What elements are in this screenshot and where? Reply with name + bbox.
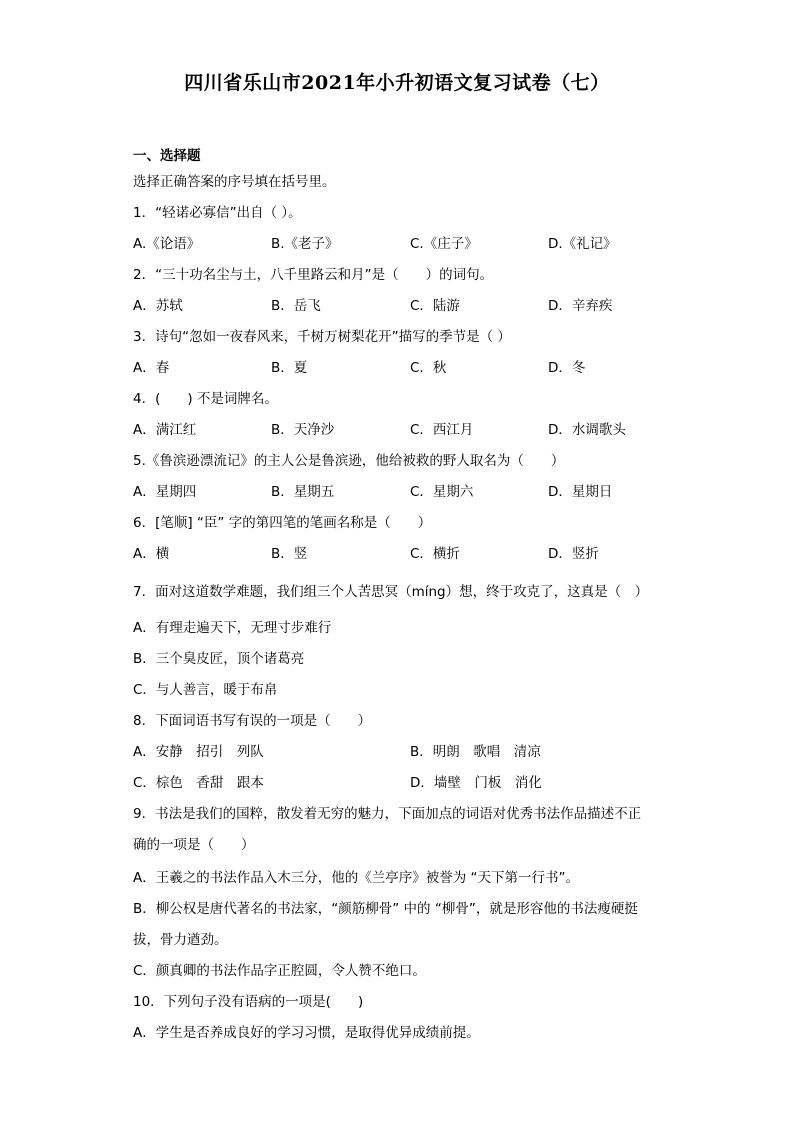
question-5-option-d: D．星期日	[548, 484, 613, 500]
question-3-option-a: A．春	[133, 360, 170, 376]
question-9-stem-line2: 确的一项是（ ）	[133, 837, 255, 853]
question-3-stem: 3．诗句“忽如一夜春风来，千树万树梨花开”描写的季节是（ ）	[133, 329, 511, 345]
question-2-option-b: B．岳飞	[271, 298, 321, 314]
question-8-option-d: D．墙壁 门板 消化	[410, 775, 542, 791]
question-2-stem: 2．“三十功名尘与土，八千里路云和月”是（ ）的词句。	[133, 267, 494, 283]
question-5-option-b: B．星期五	[271, 484, 335, 500]
question-7-option-c: C．与人善言，暖于布帛	[133, 682, 278, 698]
question-10-option-a: A．学生是否养成良好的学习习惯，是取得优异成绩前提。	[133, 1025, 480, 1041]
question-2-option-d: D．辛弃疾	[548, 298, 613, 314]
question-7-stem: 7．面对这道数学难题，我们组三个人苦思冥（míng）想，终于攻克了，这真是（ ）	[133, 584, 649, 600]
question-4-option-c: C．西江月	[410, 422, 474, 438]
question-9-option-a: A．王羲之的书法作品入木三分，他的《兰亭序》被誉为 “天下第一行书”。	[133, 870, 580, 886]
page-title: 四川省乐山市2021年小升初语文复习试卷（七）	[184, 72, 610, 94]
question-1-option-a: A.《论语》	[133, 236, 201, 252]
question-7-option-a: A．有理走遍天下，无理寸步难行	[133, 620, 332, 636]
question-1-option-c: C.《庄子》	[410, 236, 478, 252]
question-4-option-a: A．满江红	[133, 422, 197, 438]
question-1-stem: 1．“轻诺必寡信”出自（ ）。	[133, 205, 302, 221]
question-3-option-c: C．秋	[410, 360, 447, 376]
question-6-stem: 6．[笔顺] “臣” 字的第四笔的笔画名称是（ ）	[133, 515, 432, 531]
question-8-option-b: B．明朗 歌唱 清凉	[410, 744, 541, 760]
question-8-option-c: C．棕色 香甜 跟本	[133, 775, 264, 791]
question-3-option-b: B．夏	[271, 360, 308, 376]
question-6-option-c: C．横折	[410, 546, 460, 562]
question-7-option-b: B．三个臭皮匠，顶个诸葛亮	[133, 651, 305, 667]
question-6-option-b: B．竖	[271, 546, 308, 562]
question-9-option-c: C．颜真卿的书法作品字正腔圆，令人赞不绝口。	[133, 963, 426, 979]
question-9-option-b-line2: 拔，骨力遒劲。	[133, 932, 228, 948]
question-1-option-b: B.《老子》	[271, 236, 339, 252]
question-8-stem: 8．下面词语书写有误的一项是（ ）	[133, 713, 372, 729]
question-3-option-d: D．冬	[548, 360, 586, 376]
question-4-option-b: B．天净沙	[271, 422, 335, 438]
question-5-stem: 5.《鲁滨逊漂流记》的主人公是鲁滨逊，他给被救的野人取名为（ ）	[133, 453, 565, 469]
question-6-option-d: D．竖折	[548, 546, 599, 562]
question-5-option-c: C．星期六	[410, 484, 474, 500]
question-6-option-a: A．横	[133, 546, 170, 562]
question-4-stem: 4．( ) 不是词牌名。	[133, 391, 278, 407]
question-9-option-b-line1: B．柳公权是唐代著名的书法家，“颜筋柳骨” 中的 “柳骨”，就是形容他的书法瘦硬挺	[133, 901, 638, 917]
question-2-option-c: C．陆游	[410, 298, 460, 314]
question-1-option-d: D.《礼记》	[548, 236, 617, 252]
question-2-option-a: A．苏轼	[133, 298, 183, 314]
question-10-stem: 10．下列句子没有语病的一项是( )	[133, 994, 364, 1010]
section-instruction: 选择正确答案的序号填在括号里。	[133, 174, 336, 190]
question-5-option-a: A．星期四	[133, 484, 197, 500]
question-4-option-d: D．水调歌头	[548, 422, 626, 438]
question-8-option-a: A．安静 招引 列队	[133, 744, 264, 760]
section-heading: 一、选择题	[133, 148, 201, 164]
question-9-stem-line1: 9．书法是我们的国粹，散发着无穷的魅力，下面加点的词语对优秀书法作品描述不正	[133, 806, 642, 822]
